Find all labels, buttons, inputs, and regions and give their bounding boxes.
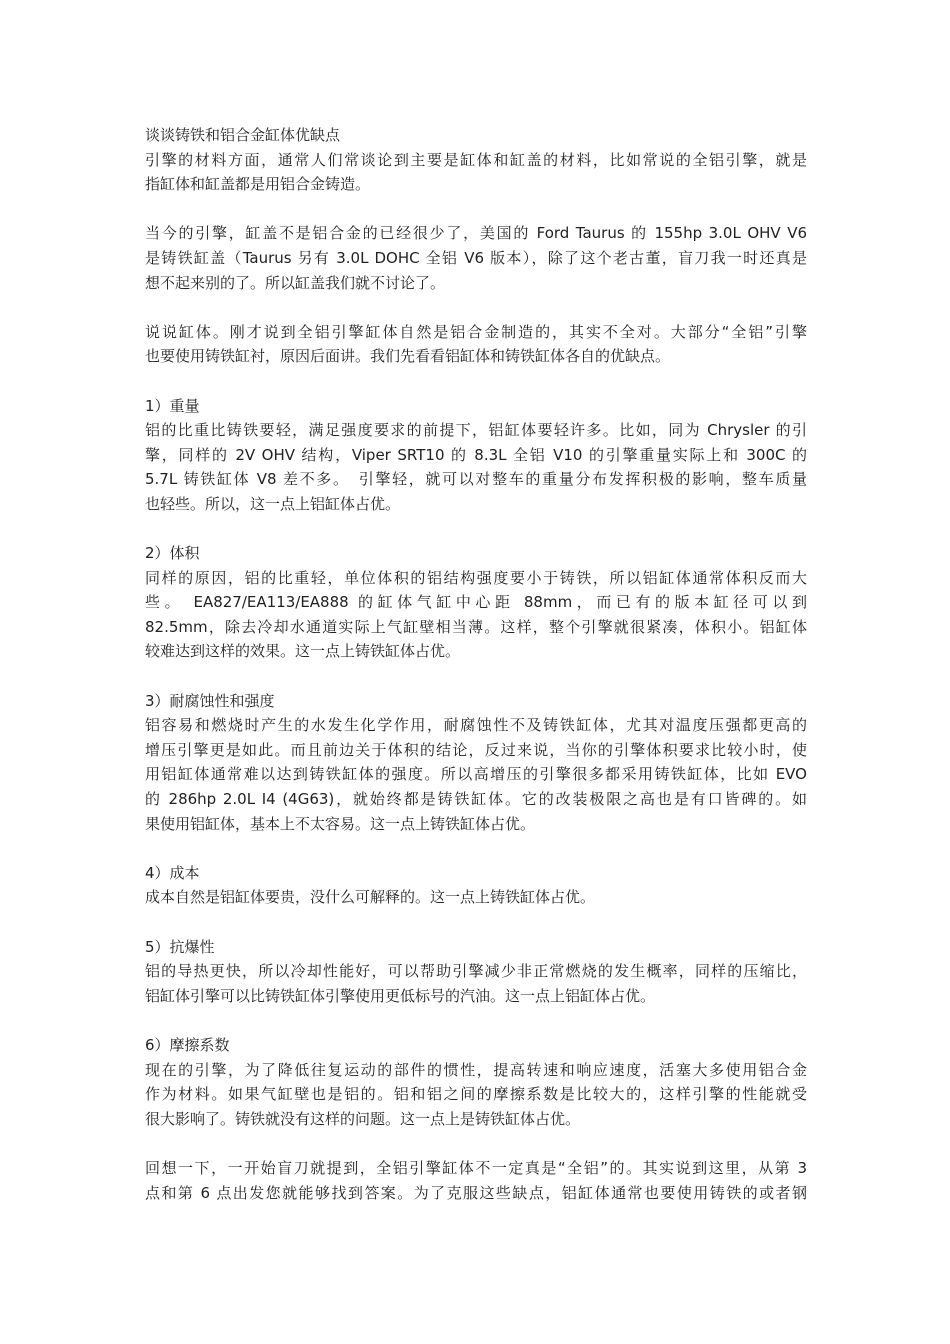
paragraph-line: 5.7L 铸铁缸体 V8 差不多。 引擎轻，就可以对整车的重量分布发挥积极的影响，整车质量 (145, 470, 807, 489)
paragraph-line: 是铸铁缸盖（Taurus 另有 3.0L DOHC 全铝 V6 版本），除了这个老古董，盲刀我一时还真是 (145, 248, 807, 267)
paragraph-line: 擎，同样的 2V OHV 结构，Viper SRT10 的 8.3L 全铝 V10 的引擎重量实际上和 300C 的 (145, 445, 807, 464)
section-heading: 4）成本 (145, 863, 200, 882)
paragraph-line: 指缸体和缸盖都是用铝合金铸造。 (145, 175, 371, 194)
paragraph-line: 铝的导热更快，所以冷却性能好，可以帮助引擎减少非正常燃烧的发生概率，同样的压缩比， (145, 962, 807, 981)
paragraph-line: 想不起来别的了。所以缸盖我们就不讨论了。 (145, 273, 446, 292)
paragraph-line: 作为材料。如果气缸壁也是铝的。铝和铝之间的摩擦系数是比较大的，这样引擎的性能就受 (145, 1085, 807, 1104)
paragraph-gap (145, 910, 807, 935)
paragraph-line: 现在的引擎，为了降低往复运动的部件的惯性，提高转速和响应速度，活塞大多使用铝合金 (145, 1060, 807, 1079)
paragraph-line: 说说缸体。刚才说到全铝引擎缸体自然是铝合金制造的，其实不全对。大部分“全铝”引擎 (145, 322, 807, 341)
section-heading: 5）抗爆性 (145, 937, 215, 956)
paragraph-gap (145, 664, 807, 689)
section-heading: 6）摩擦系数 (145, 1035, 230, 1054)
paragraph-line: 铝缸体引擎可以比铸铁缸体引擎使用更低标号的汽油。这一点上铝缸体占优。 (145, 986, 656, 1005)
paragraph-line: 也轻些。所以，这一点上铝缸体占优。 (145, 494, 401, 513)
paragraph-line: 引擎的材料方面，通常人们常谈论到主要是缸体和缸盖的材料，比如常说的全铝引擎，就是 (145, 150, 807, 169)
paragraph-gap (145, 1131, 807, 1156)
section-heading: 3）耐腐蚀性和强度 (145, 691, 275, 710)
section-heading: 1）重量 (145, 396, 200, 415)
paragraph-line: 的 286hp 2.0L I4 (4G63)，就始终都是铸铁缸体。它的改装极限之高也是有口皆碑的。如 (145, 790, 807, 809)
paragraph-gap (145, 517, 807, 542)
document-title: 谈谈铸铁和铝合金缸体优缺点 (145, 126, 341, 144)
section-heading: 2）体积 (145, 544, 200, 563)
paragraph-line: 回想一下，一开始盲刀就提到，全铝引擎缸体不一定真是“全铝”的。其实说到这里，从第 3 (145, 1158, 807, 1177)
paragraph-gap (145, 836, 807, 861)
paragraph-gap (145, 369, 807, 394)
paragraph-line: 也要使用铸铁缸衬，原因后面讲。我们先看看铝缸体和铸铁缸体各自的优缺点。 (145, 347, 671, 366)
paragraph-line: 当今的引擎，缸盖不是铝合金的已经很少了，美国的 Ford Taurus 的 155hp 3.0L OHV V6 (145, 224, 807, 243)
paragraph-line: 点和第 6 点出发您就能够找到答案。为了克服这些缺点，铝缸体通常也要使用铸铁的或者钢 (145, 1183, 807, 1202)
paragraph-line: 些。 EA827/EA113/EA888 的缸体气缸中心距 88mm，而已有的版本缸径可以到 (145, 593, 807, 612)
paragraph-line: 很大影响了。铸铁就没有这样的问题。这一点上是铸铁缸体占优。 (145, 1109, 581, 1128)
paragraph-gap (145, 295, 807, 320)
document-page (145, 123, 807, 1205)
paragraph-gap (145, 1008, 807, 1033)
paragraph-line: 同样的原因，铝的比重轻，单位体积的铝结构强度要小于铸铁，所以铝缸体通常体积反而大 (145, 568, 807, 587)
paragraph-gap (145, 197, 807, 222)
paragraph-line: 铝容易和燃烧时产生的水发生化学作用，耐腐蚀性不及铸铁缸体，尤其对温度压强都更高的 (145, 716, 807, 735)
paragraph-line: 成本自然是铝缸体要贵，没什么可解释的。这一点上铸铁缸体占优。 (145, 888, 596, 907)
paragraph-line: 果使用铝缸体，基本上不太容易。这一点上铸铁缸体占优。 (145, 814, 536, 833)
paragraph-line: 82.5mm，除去冷却水通道实际上气缸壁相当薄。这样，整个引擎就很紧凑，体积小。铝缸体 (145, 617, 807, 636)
paragraph-line: 用铝缸体通常难以达到铸铁缸体的强度。所以高增压的引擎很多都采用铸铁缸体，比如 EVO (145, 765, 807, 784)
paragraph-line: 增压引擎更是如此。而且前边关于体积的结论，反过来说，当你的引擎体积要求比较小时，使 (145, 740, 807, 759)
paragraph-line: 铝的比重比铸铁要轻，满足强度要求的前提下，铝缸体要轻许多。比如，同为 Chrysler 的引 (145, 421, 807, 440)
paragraph-line: 较难达到这样的效果。这一点上铸铁缸体占优。 (145, 642, 461, 661)
